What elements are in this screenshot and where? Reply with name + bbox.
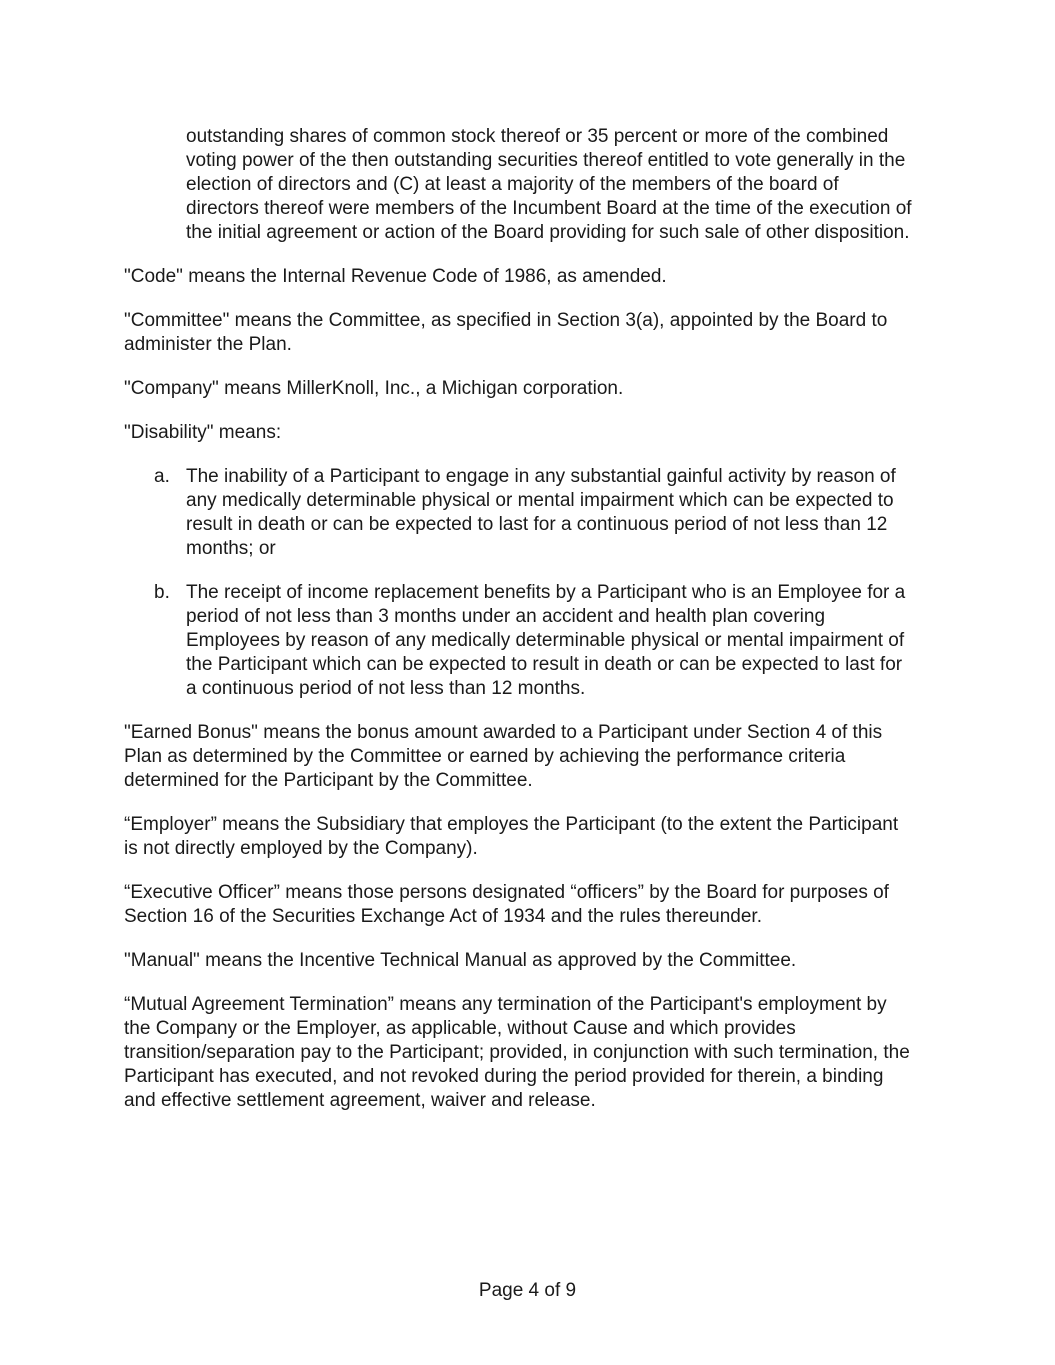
list-item-text: The inability of a Participant to engage in any substantial gainful activity by reason of any medically determinable physical or mental impairment which can be expected to result in death or can be expected to last for a continuous period of not less than 12 months; or	[186, 466, 896, 559]
list-marker: a.	[154, 466, 170, 487]
definition-manual: "Manual" means the Incentive Technical Manual as approved by the Committee.	[124, 950, 797, 971]
page-body	[124, 125, 914, 1113]
page-number: Page 4 of 9	[478, 1280, 577, 1301]
list-marker: b.	[154, 582, 170, 603]
definition-executive-officer: “Executive Officer” means those persons designated “officers” by the Board for purposes of Section 16 of the Securities Exchange Act of 1934 and the rules thereunder.	[124, 882, 889, 927]
list-item	[154, 581, 914, 701]
list-item-text: The receipt of income replacement benefits by a Participant who is an Employee for a period of not less than 3 months under an accident and health plan covering Employees by reason of any medically determinable physical or mental impairment of the Participant which can be expected to result in death or can be expected to last for a continuous period of not less than 12 months.	[186, 582, 906, 699]
definition-employer: “Employer” means the Subsidiary that employes the Participant (to the extent the Participant is not directly employed by the Company).	[124, 814, 899, 859]
continuation-paragraph: outstanding shares of common stock thereof or 35 percent or more of the combined voting power of the then outstanding securities thereof entitled to vote generally in the election of directors and (C) at least a majority of the members of the board of directors thereof were members of the Incumbent Board at the time of the execution of the initial agreement or action of the Board providing for such sale of other disposition.	[186, 126, 912, 243]
list-item	[154, 465, 914, 561]
definition-committee: "Committee" means the Committee, as specified in Section 3(a), appointed by the Board to administer the Plan.	[124, 310, 888, 355]
definition-mutual-agreement-termination: “Mutual Agreement Termination” means any termination of the Participant's employment by the Company or the Employer, as applicable, without Cause and which provides transition/separation pay to the Participant; provided, in conjunction with such termination, the Participant has executed, and not revoked during the period provided for therein, a binding and effective settlement agreement, waiver and release.	[124, 994, 910, 1111]
disability-list	[124, 465, 914, 701]
definition-company: "Company" means MillerKnoll, Inc., a Michigan corporation.	[124, 378, 624, 399]
definition-code: "Code" means the Internal Revenue Code of 1986, as amended.	[124, 266, 667, 287]
definition-disability: "Disability" means:	[124, 422, 282, 443]
definition-earned-bonus: "Earned Bonus" means the bonus amount awarded to a Participant under Section 4 of this Plan as determined by the Committee or earned by achieving the performance criteria determined for the Participant by the Committee.	[124, 722, 883, 791]
